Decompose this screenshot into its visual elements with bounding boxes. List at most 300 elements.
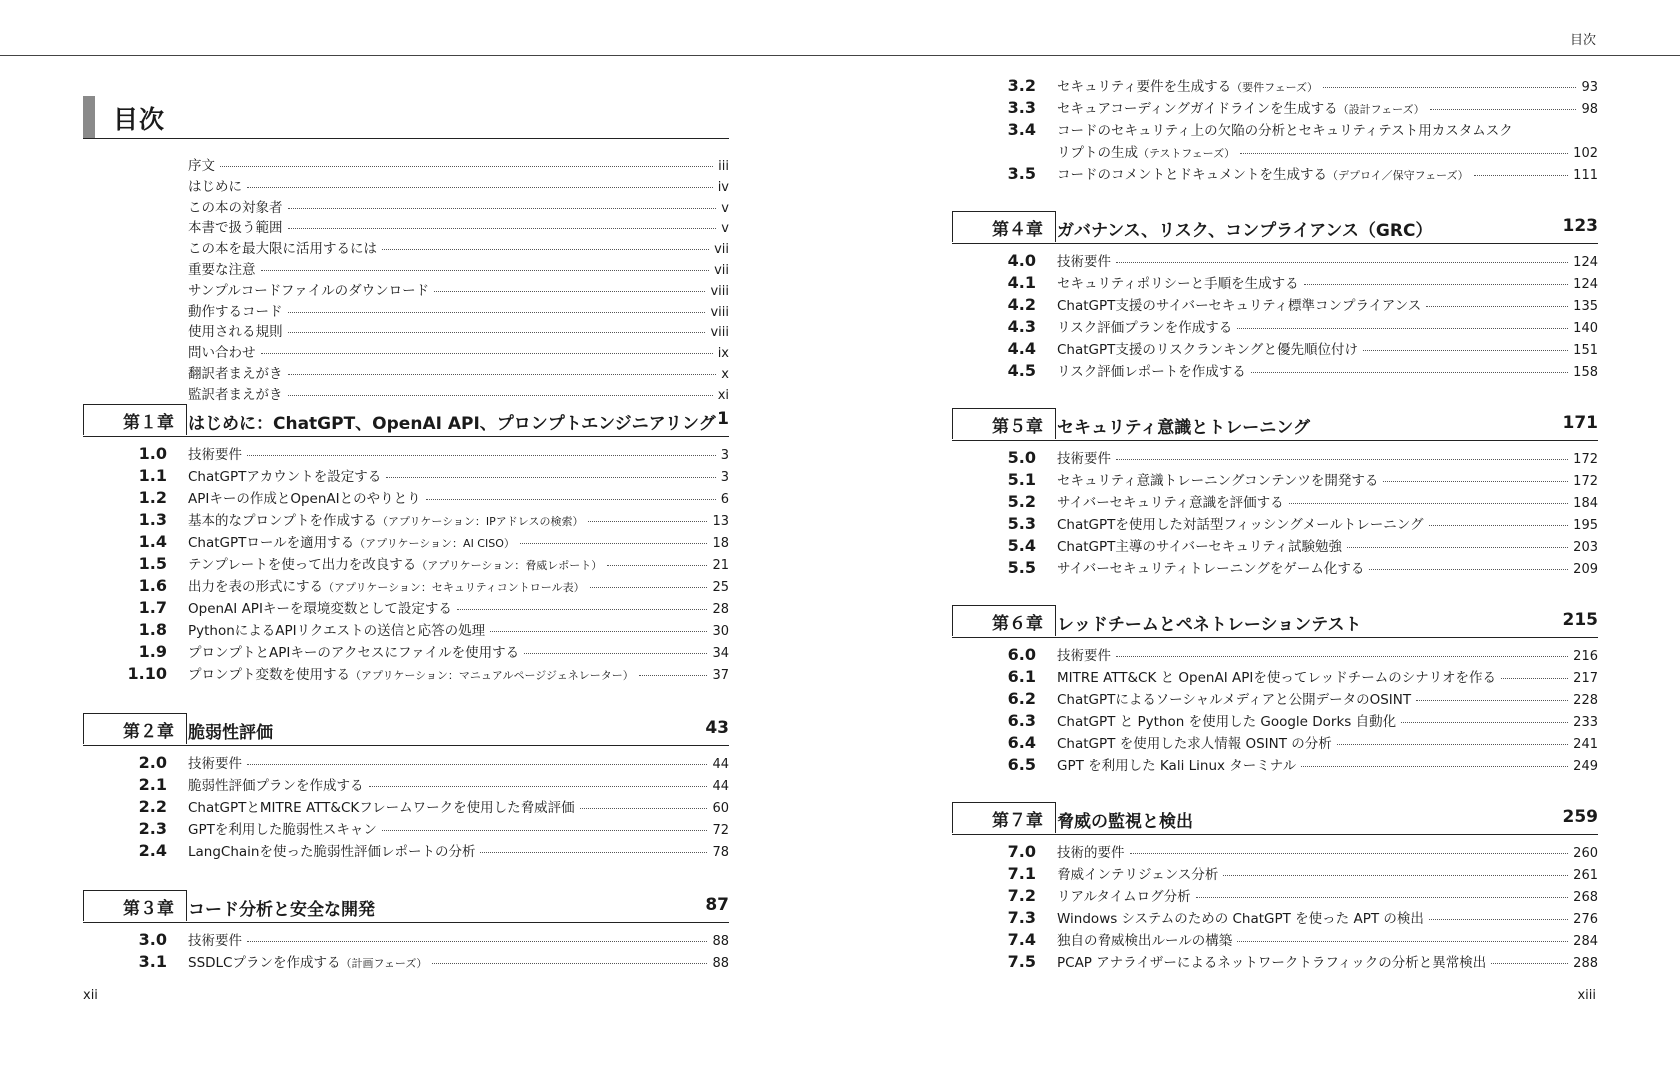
section-title-text: ChatGPTを使用した対話型フィッシングメールトレーニング <box>1057 517 1424 533</box>
section-number: 7.4 <box>1007 930 1036 949</box>
toc-section-entry[interactable] <box>83 531 729 553</box>
toc-section-entry[interactable] <box>952 338 1598 360</box>
toc-section-entry[interactable] <box>952 272 1598 294</box>
entry-page: ix <box>717 346 729 362</box>
dot-leader <box>288 312 706 313</box>
entry-page: v <box>721 221 729 237</box>
section-title-text: ChatGPT を使用した求人情報 OSINT の分析 <box>1057 736 1332 752</box>
chapter-title: セキュリティ意識とトレーニング <box>1057 418 1310 438</box>
entry-title: 動作するコード <box>188 303 283 320</box>
toc-section-entry[interactable] <box>952 688 1598 710</box>
dot-leader <box>288 332 706 333</box>
section-number: 7.5 <box>1007 952 1036 971</box>
section-page: 158 <box>1573 365 1598 380</box>
toc-section-entry[interactable] <box>952 75 1598 97</box>
section-phase-note: （テストフェーズ） <box>1138 147 1236 160</box>
toc-section-entry[interactable] <box>952 535 1598 557</box>
chapter-heading[interactable] <box>83 713 729 746</box>
section-app-note: （アプリケーション：AI CISO） <box>354 537 515 550</box>
section-number: 1.0 <box>138 444 167 463</box>
entry-title: この本を最大限に活用するには <box>188 241 377 258</box>
toc-section-entry[interactable] <box>83 619 729 641</box>
toc-left-column <box>83 404 729 973</box>
section-page: 111 <box>1573 168 1598 183</box>
toc-section-entry[interactable] <box>83 796 729 818</box>
section-page: 72 <box>712 823 729 838</box>
section-title <box>1057 338 1358 358</box>
chapter-title: コード分析と安全な開発 <box>188 900 375 920</box>
section-number: 1.6 <box>138 576 167 595</box>
section-page: 203 <box>1573 540 1598 555</box>
entry-page: iv <box>717 179 729 195</box>
toc-section-entry[interactable] <box>83 553 729 575</box>
section-title <box>188 487 421 507</box>
section-page: 30 <box>712 624 729 639</box>
chapter-heading[interactable] <box>952 211 1598 244</box>
dot-leader <box>288 208 717 209</box>
dot-leader <box>1501 678 1568 679</box>
entry-page: iii <box>718 159 729 174</box>
chapter-title: レッドチームとペネトレーションテスト <box>1057 615 1362 635</box>
dot-leader <box>1416 700 1568 701</box>
entry-page: viii <box>710 283 729 299</box>
dot-leader <box>490 631 707 632</box>
section-page: 21 <box>712 558 729 573</box>
section-number: 1.10 <box>127 664 167 683</box>
section-title <box>188 774 364 794</box>
section-page: 288 <box>1573 956 1598 971</box>
toc-section-entry[interactable] <box>952 907 1598 929</box>
section-number: 7.2 <box>1007 886 1036 905</box>
front-matter-entry[interactable] <box>188 237 729 258</box>
section-title-text: SSDLCプランを作成する <box>188 955 341 971</box>
toc-section-entry[interactable] <box>952 644 1598 666</box>
section-title <box>1057 732 1332 752</box>
dot-leader <box>520 543 708 544</box>
section-title-text: 脅威インテリジェンス分析 <box>1057 867 1219 883</box>
section-title <box>188 951 427 971</box>
chapter-page: 1 <box>717 409 729 429</box>
section-title-text: リスク評価レポートを作成する <box>1057 364 1246 380</box>
dot-leader <box>1116 262 1568 263</box>
front-matter-entry[interactable] <box>188 383 729 404</box>
section-number: 7.1 <box>1007 864 1036 883</box>
section-title <box>188 796 575 816</box>
section-title <box>188 752 242 772</box>
section-page: 3 <box>720 448 729 463</box>
toc-section-entry[interactable] <box>83 663 729 685</box>
front-matter-entry[interactable] <box>188 196 729 217</box>
section-title <box>188 929 242 949</box>
dot-leader <box>1426 306 1568 307</box>
dot-leader <box>1301 766 1568 767</box>
toc-section-entry[interactable] <box>952 929 1598 951</box>
section-title-text: 技術要件 <box>188 756 242 772</box>
section-page: 88 <box>712 934 729 949</box>
dot-leader <box>1323 87 1576 88</box>
section-title-text: リスク評価プランを作成する <box>1057 320 1233 336</box>
entry-page: vii <box>714 262 729 278</box>
section-page: 140 <box>1573 321 1598 336</box>
front-matter-entry[interactable] <box>188 258 729 279</box>
section-title <box>1057 316 1232 336</box>
section-number: 6.1 <box>1007 667 1036 686</box>
front-matter-entry[interactable] <box>188 341 729 362</box>
dot-leader <box>432 963 707 964</box>
section-title <box>188 597 452 617</box>
section-page: 249 <box>1573 759 1598 774</box>
toc-section-entry[interactable] <box>952 754 1598 776</box>
toc-section-entry[interactable] <box>952 951 1598 973</box>
entry-title: 翻訳者まえがき <box>188 365 283 382</box>
dot-leader <box>1347 547 1568 548</box>
section-title <box>1057 360 1246 380</box>
section-page: 195 <box>1573 518 1598 533</box>
section-page: 44 <box>712 757 729 772</box>
section-title <box>1057 272 1299 292</box>
section-title-text: 技術要件 <box>1057 254 1111 270</box>
section-number: 4.4 <box>1007 339 1036 358</box>
section-page: 172 <box>1573 474 1598 489</box>
toc-section-entry[interactable] <box>952 294 1598 316</box>
chapter-label: 第２章 <box>83 713 187 744</box>
front-matter-entry[interactable] <box>188 154 729 175</box>
section-title-text: PCAP アナライザーによるネットワークトラフィックの分析と異常検出 <box>1057 955 1487 971</box>
section-title <box>1057 491 1284 511</box>
section-title <box>188 509 583 529</box>
toc-section-entry[interactable] <box>83 465 729 487</box>
section-title <box>1057 666 1496 686</box>
chapter-heading[interactable] <box>83 890 729 923</box>
chapter-label: 第６章 <box>952 605 1056 636</box>
section-number: 5.1 <box>1007 470 1036 489</box>
section-title-text: ChatGPT主導のサイバーセキュリティ試験勉強 <box>1057 539 1343 555</box>
toc-section-entry[interactable] <box>952 491 1598 513</box>
toc-section-entry[interactable] <box>83 818 729 840</box>
section-title <box>1057 688 1411 708</box>
section-page: 216 <box>1573 649 1598 664</box>
toc-section-entry[interactable] <box>83 951 729 973</box>
chapter-label: 第５章 <box>952 408 1056 439</box>
dot-leader <box>457 609 708 610</box>
toc-section-entry[interactable] <box>952 447 1598 469</box>
toc-section-entry[interactable] <box>83 752 729 774</box>
section-number: 1.1 <box>138 466 167 485</box>
section-title <box>1057 754 1296 774</box>
section-number: 2.2 <box>138 797 167 816</box>
section-title: コードのセキュリティ上の欠陥の分析とセキュリティテスト用カスタムスク <box>1057 123 1513 139</box>
section-title-text: セキュリティ要件を生成する <box>1057 79 1232 95</box>
section-number: 1.7 <box>138 598 167 617</box>
page-number-right: xiii <box>1577 988 1596 1003</box>
section-app-note: （アプリケーション：マニュアルページジェネレーター） <box>350 669 634 682</box>
section-title <box>1057 447 1111 467</box>
section-title-text: コードのコメントとドキュメントを生成する <box>1057 167 1327 183</box>
dot-leader <box>1474 175 1569 176</box>
toc-section-entry[interactable] <box>83 509 729 531</box>
chapter-page: 43 <box>705 718 729 738</box>
section-title <box>1057 710 1396 730</box>
section-app-note: （要件フェーズ） <box>1231 81 1319 94</box>
toc-section-entry[interactable] <box>952 513 1598 535</box>
front-matter-entry[interactable] <box>188 175 729 196</box>
toc-section-entry[interactable] <box>83 597 729 619</box>
dot-leader <box>1240 153 1568 154</box>
section-page: 124 <box>1573 255 1598 270</box>
section-title-text: プロンプト変数を使用する <box>188 667 350 683</box>
section-title <box>1057 75 1318 95</box>
section-number: 2.1 <box>138 775 167 794</box>
section-number: 6.5 <box>1007 755 1036 774</box>
chapter-title: 脆弱性評価 <box>188 723 273 743</box>
toc-section-entry[interactable] <box>83 929 729 951</box>
toc-section-entry[interactable] <box>952 885 1598 907</box>
section-page: 60 <box>712 801 729 816</box>
section-number: 6.4 <box>1007 733 1036 752</box>
section-number: 6.2 <box>1007 689 1036 708</box>
section-number: 5.3 <box>1007 514 1036 533</box>
dot-leader <box>1429 919 1568 920</box>
chapter-page: 87 <box>705 895 729 915</box>
section-title <box>1057 841 1125 861</box>
chapter-heading[interactable] <box>952 605 1598 638</box>
dot-leader <box>1237 328 1568 329</box>
section-number: 5.4 <box>1007 536 1036 555</box>
page-number-left: xii <box>83 988 98 1003</box>
front-matter-list <box>188 154 729 404</box>
toc-section-entry[interactable] <box>952 557 1598 579</box>
section-title-text: ChatGPTロールを適用する <box>188 535 355 551</box>
section-page: 241 <box>1573 737 1598 752</box>
dot-leader <box>1383 481 1568 482</box>
section-page: 172 <box>1573 452 1598 467</box>
toc-section-entry-continued[interactable] <box>952 141 1598 163</box>
dot-leader <box>1130 853 1569 854</box>
section-number: 1.2 <box>138 488 167 507</box>
toc-section-entry[interactable] <box>952 316 1598 338</box>
section-number: 3.0 <box>138 930 167 949</box>
section-title-text: GPT を利用した Kali Linux ターミナル <box>1057 758 1297 774</box>
section-title-text: ChatGPT支援のサイバーセキュリティ標準コンプライアンス <box>1057 298 1422 314</box>
section-number: 4.5 <box>1007 361 1036 380</box>
section-title-text: 基本的なプロンプトを作成する <box>188 513 377 529</box>
toc-section-entry[interactable] <box>952 119 1598 141</box>
section-title <box>1057 535 1342 555</box>
section-number: 2.3 <box>138 819 167 838</box>
section-title <box>1057 513 1424 533</box>
section-page: 135 <box>1573 299 1598 314</box>
dot-leader <box>369 786 708 787</box>
section-title-text: GPTを利用した脆弱性スキャン <box>188 822 377 838</box>
section-title-text: 技術要件 <box>188 447 242 463</box>
front-matter-entry[interactable] <box>188 300 729 321</box>
chapter-label: 第７章 <box>952 802 1056 833</box>
section-title-text: プロンプトとAPIキーのアクセスにファイルを使用する <box>188 645 520 661</box>
section-page: 3 <box>720 470 729 485</box>
section-title-text: APIキーの作成とOpenAIとのやりとり <box>188 491 421 507</box>
dot-leader <box>1237 941 1568 942</box>
section-number: 5.2 <box>1007 492 1036 511</box>
section-title <box>1057 294 1421 314</box>
section-page: 209 <box>1573 562 1598 577</box>
section-number: 4.0 <box>1007 251 1036 270</box>
section-app-note: （計画フェーズ） <box>340 957 428 970</box>
toc-section-entry[interactable] <box>952 97 1598 119</box>
chapter-page: 171 <box>1562 413 1598 433</box>
entry-page: vii <box>714 242 729 258</box>
dot-leader <box>426 499 716 500</box>
toc-section-entry[interactable] <box>952 666 1598 688</box>
chapter-page: 123 <box>1562 216 1598 236</box>
section-title-text: 技術要件 <box>188 933 242 949</box>
dot-leader <box>288 228 717 229</box>
section-title-text: 技術要件 <box>1057 648 1111 664</box>
section-number: 3.4 <box>1007 120 1036 139</box>
entry-title: 序文 <box>188 158 215 174</box>
toc-section-entry[interactable] <box>952 863 1598 885</box>
section-title-text: セキュアコーディングガイドラインを生成する <box>1057 101 1338 117</box>
toc-section-entry[interactable] <box>952 250 1598 272</box>
toc-section-entry[interactable] <box>952 163 1598 185</box>
section-number: 2.0 <box>138 753 167 772</box>
dot-leader <box>590 587 708 588</box>
toc-section-entry[interactable] <box>952 841 1598 863</box>
dot-leader <box>1116 656 1568 657</box>
dot-leader <box>288 374 717 375</box>
section-number: 1.5 <box>138 554 167 573</box>
section-number: 5.0 <box>1007 448 1036 467</box>
entry-page: x <box>721 366 729 382</box>
section-title-text: ChatGPTとMITRE ATT&CKフレームワークを使用した脅威評価 <box>188 800 575 816</box>
entry-title: 問い合わせ <box>188 345 256 362</box>
section-app-note: （アプリケーション：脅威レポート） <box>416 559 603 572</box>
dot-leader <box>247 455 716 456</box>
entry-title: サンプルコードファイルのダウンロード <box>188 282 430 299</box>
section-app-note: （設計フェーズ） <box>1337 103 1425 116</box>
toc-section-entry[interactable] <box>83 443 729 465</box>
toc-section-entry[interactable] <box>952 469 1598 491</box>
dot-leader <box>588 521 707 522</box>
chapter-heading[interactable] <box>952 802 1598 835</box>
section-title <box>188 443 242 463</box>
dot-leader <box>1304 284 1569 285</box>
toc-section-entry[interactable] <box>952 360 1598 382</box>
section-page: 151 <box>1573 343 1598 358</box>
section-page: 6 <box>720 492 729 507</box>
section-title-text: テンプレートを使って出力を改良する <box>188 557 417 573</box>
section-page: 18 <box>712 536 729 551</box>
running-header: 目次 <box>1569 33 1596 48</box>
section-title <box>188 553 602 573</box>
section-app-note: （アプリケーション：セキュリティコントロール表） <box>323 581 585 594</box>
section-title <box>1057 469 1378 489</box>
dot-leader <box>1430 109 1577 110</box>
chapter-label: 第４章 <box>952 211 1056 242</box>
toc-section-entry[interactable] <box>83 487 729 509</box>
toc-section-entry[interactable] <box>83 840 729 862</box>
toc-section-entry[interactable] <box>83 575 729 597</box>
toc-right-column <box>952 75 1598 973</box>
section-number: 6.3 <box>1007 711 1036 730</box>
dot-leader <box>288 395 713 396</box>
dot-leader <box>386 477 715 478</box>
section-page: 37 <box>712 668 729 683</box>
entry-title: 本書で扱う範囲 <box>188 220 283 237</box>
section-number: 3.1 <box>138 952 167 971</box>
toc-section-entry[interactable] <box>83 641 729 663</box>
section-title <box>188 818 377 838</box>
dot-leader <box>1363 350 1568 351</box>
section-title-line2: リプトの生成 <box>1057 145 1138 161</box>
section-number: 4.1 <box>1007 273 1036 292</box>
section-page: 124 <box>1573 277 1598 292</box>
section-page: 228 <box>1573 693 1598 708</box>
page-title: 目次 <box>113 105 166 134</box>
chapter-label: 第３章 <box>83 890 187 921</box>
section-number: 3.3 <box>1007 98 1036 117</box>
section-title <box>188 641 519 661</box>
section-number: 2.4 <box>138 841 167 860</box>
section-page: 260 <box>1573 846 1598 861</box>
section-title <box>188 465 381 485</box>
entry-title: はじめに <box>188 178 242 195</box>
chapter-page: 215 <box>1562 610 1598 630</box>
section-title <box>1057 929 1232 949</box>
section-page: 78 <box>712 845 729 860</box>
toc-section-entry[interactable] <box>83 774 729 796</box>
front-matter-entry[interactable] <box>188 279 729 300</box>
section-title <box>1057 163 1469 183</box>
section-title-text: サイバーセキュリティ意識を評価する <box>1057 495 1284 511</box>
section-title-text: 技術要件 <box>1057 451 1111 467</box>
chapter-heading[interactable] <box>952 408 1598 441</box>
dot-leader <box>434 291 705 292</box>
section-title-text: ChatGPT と Python を使用した Google Dorks 自動化 <box>1057 714 1397 730</box>
toc-section-entry[interactable] <box>952 710 1598 732</box>
section-title <box>1057 907 1424 927</box>
dot-leader <box>220 166 713 167</box>
section-title <box>1057 951 1486 971</box>
dot-leader <box>261 270 710 271</box>
entry-title: この本の対象者 <box>188 199 283 216</box>
dot-leader <box>382 830 708 831</box>
section-number: 7.0 <box>1007 842 1036 861</box>
dot-leader <box>382 249 709 250</box>
chapter-heading[interactable] <box>83 404 729 437</box>
section-title <box>1057 644 1111 664</box>
header-rule <box>0 55 1680 56</box>
section-page: 233 <box>1573 715 1598 730</box>
front-matter-entry[interactable] <box>188 216 729 237</box>
section-title-continued <box>1057 141 1235 161</box>
section-page: 13 <box>712 514 729 529</box>
section-title-text: リアルタイムログ分析 <box>1057 889 1191 905</box>
section-app-note: （デプロイ／保守フェーズ） <box>1327 169 1469 182</box>
section-title-text: サイバーセキュリティトレーニングをゲーム化する <box>1057 561 1365 577</box>
section-title <box>188 575 585 595</box>
section-page: 217 <box>1573 671 1598 686</box>
section-number: 3.5 <box>1007 164 1036 183</box>
front-matter-entry[interactable] <box>188 362 729 383</box>
section-title <box>188 663 634 683</box>
front-matter-entry[interactable] <box>188 320 729 341</box>
section-number: 4.2 <box>1007 295 1036 314</box>
section-title <box>188 619 485 639</box>
section-page: 44 <box>712 779 729 794</box>
dot-leader <box>1289 503 1569 504</box>
toc-section-entry[interactable] <box>952 732 1598 754</box>
section-number: 3.2 <box>1007 76 1036 95</box>
